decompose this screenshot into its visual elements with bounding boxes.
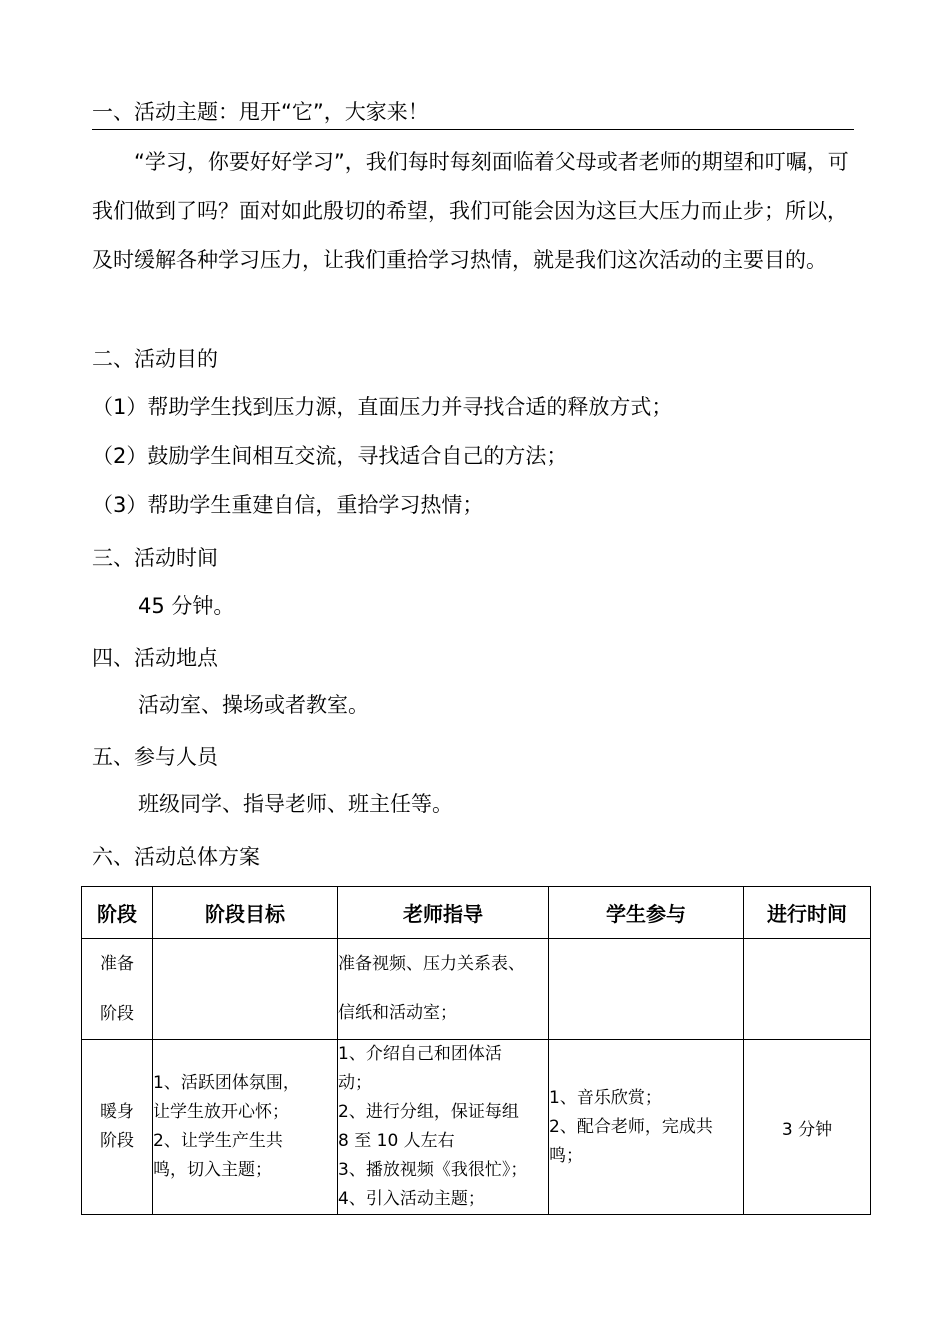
stage-cell	[82, 939, 153, 1040]
goal-line: 让学生放开心怀；	[153, 1102, 289, 1122]
header-student: 学生参与	[549, 887, 744, 939]
teacher-line: 2、进行分组，保证每组	[338, 1102, 519, 1122]
teacher-line: 3、播放视频《我很忙》；	[338, 1160, 528, 1180]
time-cell	[744, 939, 871, 1040]
table-header-row	[82, 887, 871, 939]
plan-table	[81, 886, 871, 1215]
student-line: 鸣；	[549, 1145, 583, 1166]
goal-line: 1、活跃团体氛围，	[153, 1073, 300, 1093]
goal-item-1: （1）帮助学生找到压力源，直面压力并寻找合适的释放方式；	[92, 395, 673, 419]
section-5-body: 班级同学、指导老师、班主任等。	[138, 792, 453, 816]
teacher-line: 准备视频、压力关系表、	[338, 954, 525, 974]
section-1-title: 一、活动主题：甩开“它”，大家来！	[92, 98, 854, 130]
teacher-cell	[338, 939, 549, 1040]
stage-label-line: 准备	[100, 954, 134, 974]
goal-item-3: （3）帮助学生重建自信，重拾学习热情；	[92, 493, 484, 517]
teacher-line: 4、引入活动主题；	[338, 1189, 485, 1209]
header-teacher: 老师指导	[338, 887, 549, 939]
teacher-line: 1、介绍自己和团体活	[338, 1044, 502, 1064]
section-4-body: 活动室、操场或者教室。	[138, 693, 369, 717]
stage-label-line: 阶段	[100, 1004, 134, 1024]
student-line: 2、配合老师，完成共	[549, 1116, 713, 1137]
student-cell	[549, 939, 744, 1040]
section-3-title: 三、活动时间	[92, 546, 218, 570]
student-line: 1、音乐欣赏；	[549, 1087, 662, 1108]
student-cell	[549, 1040, 744, 1215]
teacher-line: 信纸和活动室；	[338, 1003, 457, 1023]
header-stage: 阶段	[82, 887, 153, 939]
section-6-title: 六、活动总体方案	[92, 845, 260, 869]
goal-line: 鸣，切入主题；	[153, 1160, 272, 1180]
section-3-body: 45 分钟。	[138, 594, 235, 618]
section-2-title: 二、活动目的	[92, 347, 218, 371]
table-row	[82, 939, 871, 1040]
goal-cell	[153, 939, 338, 1040]
stage-label-line: 阶段	[100, 1131, 134, 1151]
header-goal: 阶段目标	[153, 887, 338, 939]
section-4-title: 四、活动地点	[92, 646, 218, 670]
header-time: 进行时间	[744, 887, 871, 939]
section-5-title: 五、参与人员	[92, 745, 218, 769]
time-cell: 3 分钟	[744, 1040, 871, 1215]
teacher-line: 8 至 10 人左右	[338, 1131, 455, 1151]
table-row	[82, 1040, 871, 1215]
stage-cell	[82, 1040, 153, 1215]
stage-label-line: 暖身	[100, 1102, 134, 1122]
teacher-line: 动；	[338, 1073, 372, 1093]
goal-cell	[153, 1040, 338, 1215]
teacher-cell	[338, 1040, 549, 1215]
goal-item-2: （2）鼓励学生间相互交流，寻找适合自己的方法；	[92, 444, 568, 468]
section-1-body: “学习，你要好好学习”，我们每时每刻面临着父母或者老师的期望和叮嘱，可我们做到了吗？面对如此殷切的希望，我们可能会因为这巨大压力而止步；所以，及时缓解各种学习压力，让我们重拾学习热情，就是我们这次活动的主要目的。	[92, 150, 849, 272]
goal-line: 2、让学生产生共	[153, 1131, 283, 1151]
